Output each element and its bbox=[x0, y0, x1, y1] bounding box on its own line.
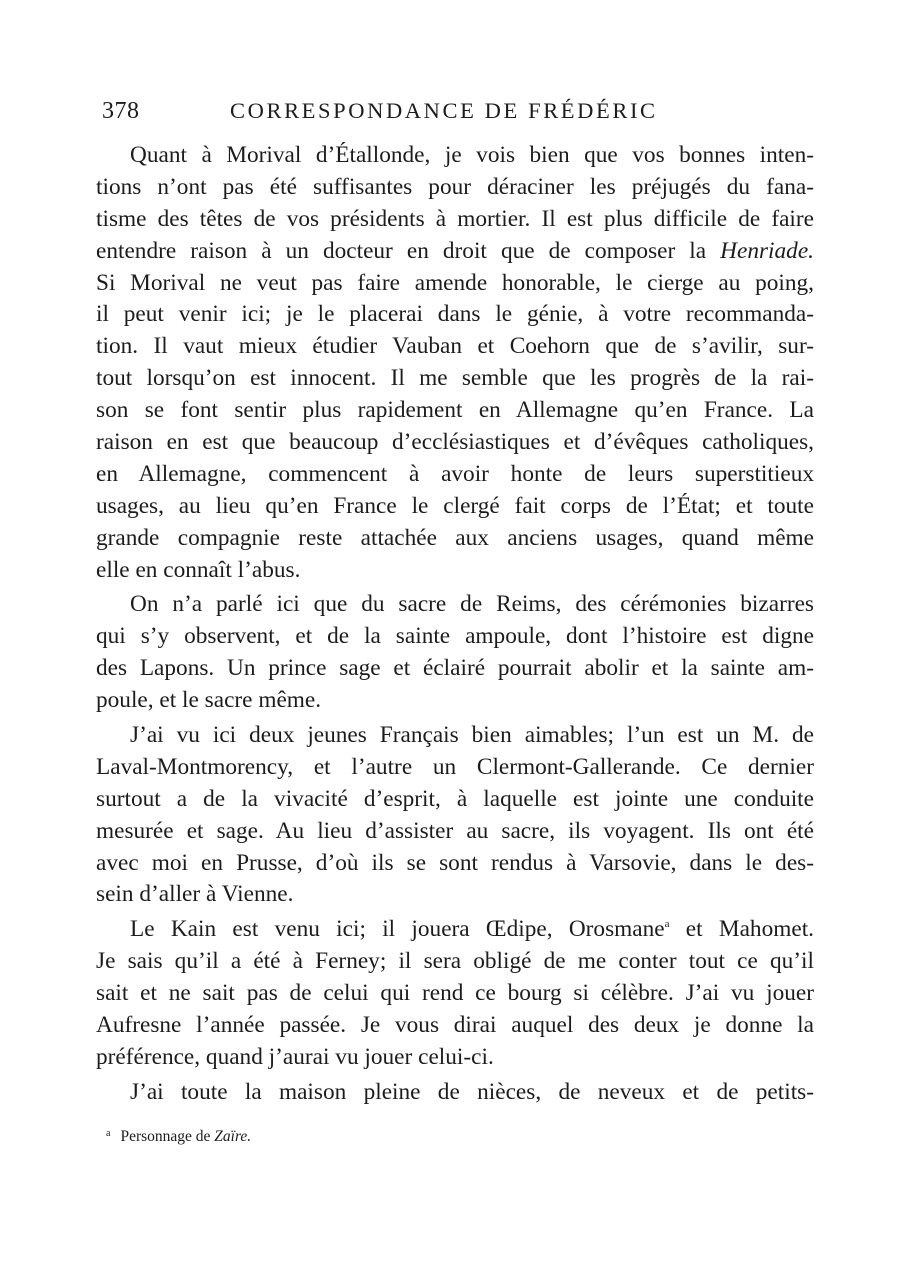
text-line: il peut venir ici; je le placerai dans le génie, à votre recommanda- bbox=[96, 301, 814, 328]
paragraph bbox=[96, 140, 814, 586]
text-line: surtout a de la vivacité d’esprit, à laquelle est jointe une conduite bbox=[96, 785, 814, 812]
text-line: elle en connaît l’abus. bbox=[96, 556, 301, 583]
text-line: sein d’aller à Vienne. bbox=[96, 881, 294, 908]
footnote-italic-title: Zaïre. bbox=[214, 1128, 252, 1145]
page-number: 378 bbox=[102, 98, 140, 124]
text-line: raison en est que beaucoup d’ecclésiastiques et d’évêques catholiques, bbox=[96, 429, 814, 456]
text-line: grande compagnie reste attachée aux anciens usages, quand même bbox=[96, 524, 814, 551]
text-line: qui s’y observent, et de la sainte ampoule, dont l’histoire est digne bbox=[96, 623, 814, 650]
text-line: mesurée et sage. Au lieu d’assister au sacre, ils voyagent. Ils ont été bbox=[96, 817, 814, 844]
line-segment: Le Kain est venu ici; il jouera Œdipe, Orosmane bbox=[130, 916, 665, 943]
footnote bbox=[106, 1128, 251, 1146]
text-line: son se font sentir plus rapidement en Allemagne qu’en France. La bbox=[96, 397, 814, 424]
text-line bbox=[96, 236, 814, 268]
text-line: Quant à Morival d’Étallonde, je vois bien que vos bonnes inten- bbox=[130, 142, 814, 168]
text-line: avec moi en Prusse, d’où ils se sont rendus à Varsovie, dans le des- bbox=[96, 849, 814, 876]
text-line: Je sais qu’il a été à Ferney; il sera obligé de me conter tout ce qu’il bbox=[96, 948, 814, 975]
text-line: poule, et le sacre même. bbox=[96, 687, 322, 714]
line-segment: et Mahomet. bbox=[669, 916, 814, 943]
paragraph bbox=[96, 1077, 814, 1109]
text-line: tout lorsqu’on est innocent. Il me semble que les progrès de la rai- bbox=[96, 365, 814, 392]
text-line: J’ai vu ici deux jeunes Français bien aimables; l’un est un M. de bbox=[130, 722, 814, 749]
paragraph bbox=[96, 720, 814, 911]
line-segment: entendre raison à un docteur en droit que de composer la bbox=[96, 237, 721, 264]
running-head: CORRESPONDANCE DE FRÉDÉRIC bbox=[230, 98, 658, 123]
body-text bbox=[96, 140, 814, 1109]
text-line: tisme des têtes de vos présidents à mortier. Il est plus difficile de faire bbox=[96, 205, 814, 232]
text-line: usages, au lieu qu’en France le clergé fait corps de l’État; et toute bbox=[96, 492, 814, 519]
text-line bbox=[96, 914, 814, 946]
text-line: préférence, quand j’aurai vu jouer celui-ci. bbox=[96, 1043, 494, 1070]
paragraph bbox=[96, 589, 814, 717]
text-line: tion. Il vaut mieux étudier Vauban et Coehorn que de s’avilir, sur- bbox=[96, 333, 814, 360]
text-line: en Allemagne, commencent à avoir honte de leurs superstitieux bbox=[96, 460, 814, 487]
text-line: J’ai toute la maison pleine de nièces, de neveux et de petits- bbox=[130, 1078, 814, 1105]
page-header bbox=[102, 98, 698, 134]
paragraph bbox=[96, 914, 814, 1073]
text-line: des Lapons. Un prince sage et éclairé pourrait abolir et la sainte am- bbox=[96, 655, 814, 682]
text-line: Aufresne l’année passée. Je vous dirai auquel des deux je donne la bbox=[96, 1012, 814, 1039]
footnote-mark: a bbox=[106, 1128, 111, 1139]
italic-title: Henriade. bbox=[720, 237, 814, 264]
text-line: On n’a parlé ici que du sacre de Reims, des cérémonies bizarres bbox=[130, 591, 814, 618]
text-line: Laval-Montmorency, et l’autre un Clermont-Gallerande. Ce dernier bbox=[96, 753, 814, 780]
text-line: tions n’ont pas été suffisantes pour déraciner les préjugés du fana- bbox=[96, 173, 814, 200]
footnote-text: Personnage de bbox=[120, 1128, 215, 1145]
text-line: Si Morival ne veut pas faire amende honorable, le cierge au poing, bbox=[96, 269, 814, 296]
text-line: sait et ne sait pas de celui qui rend ce bourg si célèbre. J’ai vu jouer bbox=[96, 980, 814, 1007]
footnote-reference: a bbox=[664, 918, 670, 931]
